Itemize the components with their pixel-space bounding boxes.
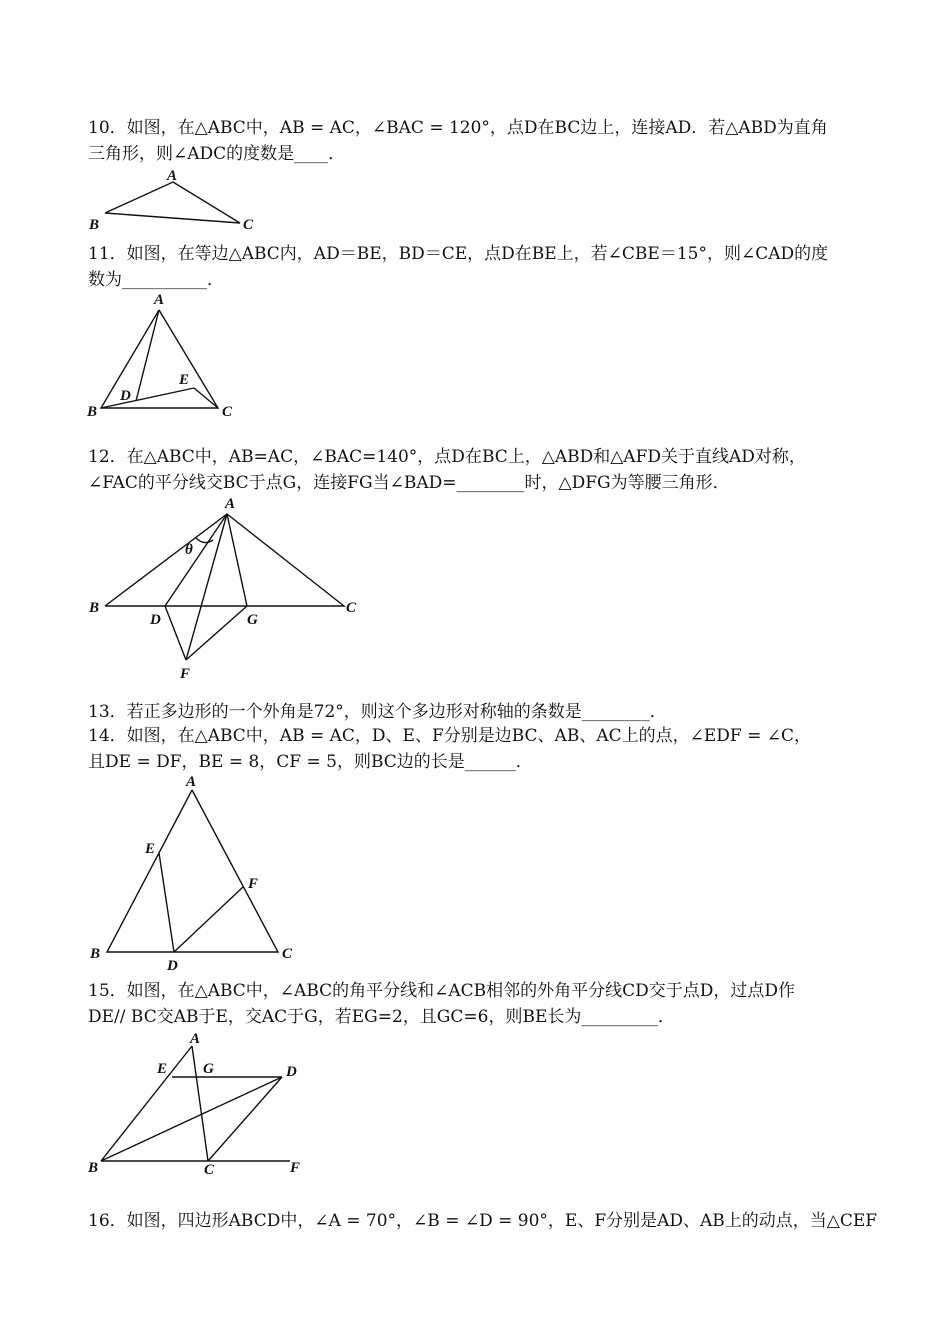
label-D: D [120, 388, 131, 404]
label-A: A [167, 168, 178, 184]
segment-ec [194, 388, 218, 408]
segment-ba [101, 1046, 192, 1161]
label-B: B [89, 600, 100, 616]
segment-ed [159, 853, 174, 952]
problem-11-line-1: 11．如图，在等边△ABC内，AD＝BE，BD＝CE，点D在BE上，若∠CBE＝15°，则∠CAD的度 [88, 244, 829, 264]
label-C: C [346, 600, 357, 616]
label-B: B [90, 946, 101, 962]
problem-10-line-1: 10．如图，在△ABC中，AB = AC，∠BAC = 120°，点D在BC边上，连接AD．若△ABD为直角 [88, 118, 828, 138]
label-B: B [88, 1160, 99, 1176]
label-D: D [286, 1064, 297, 1080]
angle-theta-arc [196, 538, 213, 543]
segment-df [165, 606, 186, 660]
segment-ac [192, 1046, 208, 1161]
triangle-abc [105, 514, 344, 606]
label-G: G [203, 1061, 214, 1077]
segment-ad [165, 514, 227, 606]
label-G: G [247, 612, 258, 628]
segment-ad [136, 310, 159, 401]
segment-df [174, 887, 243, 952]
segment-cd [208, 1077, 282, 1161]
triangle-abc [105, 182, 240, 223]
label-E: E [179, 372, 190, 388]
label-D: D [150, 612, 161, 628]
label-F: F [180, 666, 191, 682]
triangle-abc [101, 310, 218, 408]
label-F: F [248, 876, 259, 892]
label-A: A [190, 1031, 201, 1047]
label-C: C [282, 946, 293, 962]
problem-13-line-1: 13．若正多边形的一个外角是72°，则这个多边形对称轴的条数是________． [88, 702, 667, 722]
label-B: B [87, 404, 98, 420]
label-A: A [186, 774, 197, 790]
problem-14-line-2: 且DE = DF，BE = 8，CF = 5，则BC边的长是______． [88, 752, 533, 772]
label-C: C [204, 1162, 215, 1178]
label-C: C [243, 217, 254, 233]
label-E: E [157, 1061, 168, 1077]
problem-10-line-2: 三角形，则∠ADC的度数是____． [88, 144, 346, 164]
segment-af [186, 514, 227, 660]
label-B: B [89, 217, 100, 233]
segment-ag [227, 514, 247, 606]
problem-15-line-2: DE// BC交AB于E，交AC于G，若EG=2，且GC=6，则BE长为_________． [88, 1007, 675, 1027]
label-A: A [154, 292, 165, 308]
segment-be [101, 388, 194, 408]
label-E: E [145, 841, 156, 857]
problem-15-line-1: 15．如图，在△ABC中，∠ABC的角平分线和∠ACB相邻的外角平分线CD交于点D，过点D作 [88, 981, 796, 1001]
label-F: F [290, 1160, 301, 1176]
label-D: D [167, 958, 178, 974]
triangle-abc [107, 790, 278, 952]
problem-11-line-2: 数为__________． [88, 270, 224, 290]
label-theta: θ [185, 542, 193, 558]
problem-14-line-1: 14．如图，在△ABC中，AB = AC，D、E、F分别是边BC、AB、AC上的点，∠EDF = ∠C， [88, 726, 811, 746]
problem-12-line-2: ∠FAC的平分线交BC于点G，连接FG当∠BAD=________时，△DFG为等腰三角形． [88, 473, 730, 493]
label-A: A [225, 496, 236, 512]
problem-12-line-1: 12．在△ABC中，AB=AC，∠BAC=140°，点D在BC上，△ABD和△AFD关于直线AD对称， [88, 447, 806, 467]
problem-16-line-1: 16．如图，四边形ABCD中，∠A = 70°，∠B = ∠D = 90°，E、F分别是AD、AB上的动点，当△CEF [88, 1211, 878, 1231]
segment-bd [101, 1077, 282, 1161]
label-C: C [222, 404, 233, 420]
segment-gf [186, 606, 247, 660]
